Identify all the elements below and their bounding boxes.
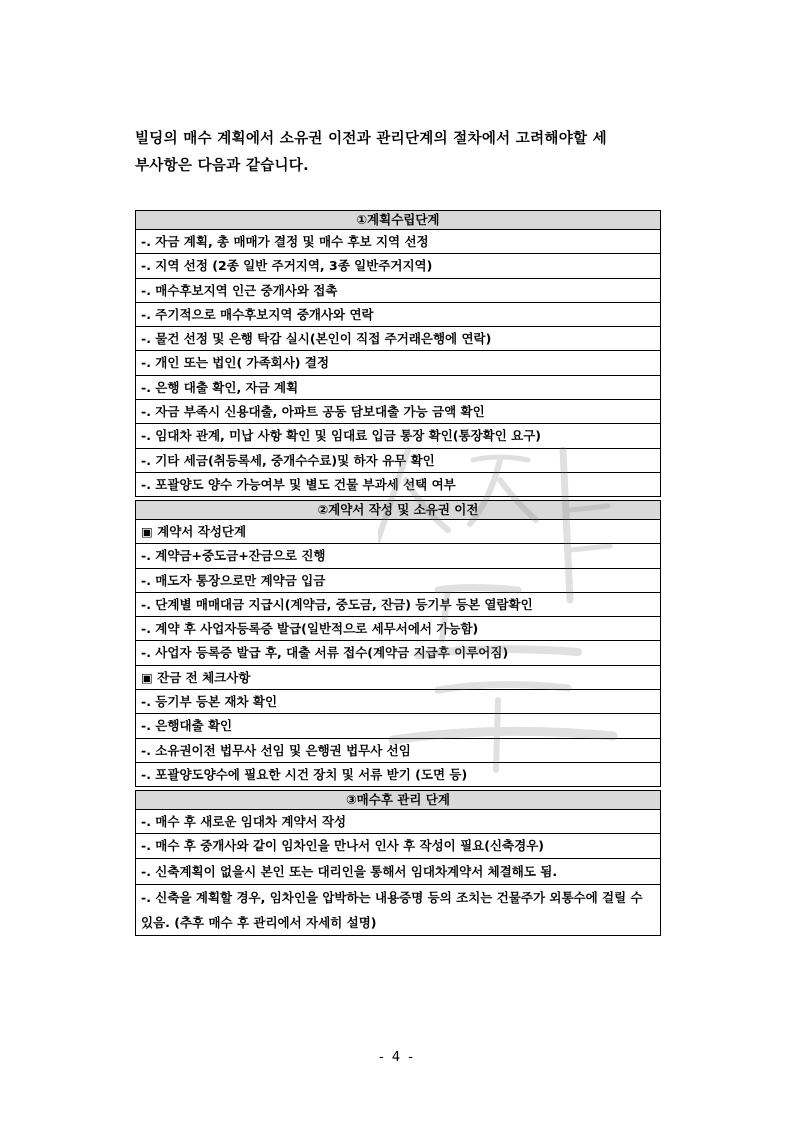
table-row: -. 소유권이전 법무사 선임 및 은행권 법무사 선임 [136, 739, 660, 763]
table-row: -. 계약 후 사업자등록증 발급(일반적으로 세무서에서 가능함) [136, 617, 660, 641]
contract-transfer-table [135, 500, 661, 787]
table-header: ①계획수립단계 [136, 211, 660, 230]
table-row: -. 매수 후 새로운 임대차 계약서 작성 [136, 810, 660, 834]
table-row: -. 은행대출 확인 [136, 714, 660, 738]
table-row: -. 매수후보지역 인근 중개사와 접촉 [136, 279, 660, 303]
table-row: -. 신축계획이 없을시 본인 또는 대리인을 통해서 임대차계약서 체결해도 됨. [136, 859, 660, 885]
intro-line-2: 부사항은 다음과 같습니다. [135, 158, 309, 174]
table-header: ③매수후 관리 단계 [136, 791, 660, 810]
table-row: -. 신축을 계획할 경우, 임차인을 압박하는 내용증명 등의 조치는 건물주가 외통수에 걸릴 수 있음. (추후 매수 후 관리에서 자세히 설명) [141, 889, 643, 930]
table-row: -. 임대차 관계, 미납 사항 확인 및 임대료 입금 통장 확인(통장확인 요구) [136, 424, 660, 448]
table-header: ②계약서 작성 및 소유권 이전 [136, 501, 660, 520]
post-purchase-table [135, 790, 661, 936]
planning-stage-table [135, 210, 661, 497]
table-subheading: ▣ 계약서 작성단계 [136, 520, 660, 544]
table-row: -. 자금 계획, 총 매매가 결정 및 매수 후보 지역 선정 [136, 230, 660, 254]
table-row: -. 계약금+중도금+잔금으로 진행 [136, 544, 660, 568]
table-row: -. 자금 부족시 신용대출, 아파트 공동 담보대출 가능 금액 확인 [136, 400, 660, 424]
intro-line-1: 빌딩의 매수 계획에서 소유권 이전과 관리단계의 절차에서 고려해야할 세 [135, 131, 607, 147]
table-row: -. 등기부 등본 재차 확인 [136, 690, 660, 714]
table-row: -. 사업자 등록증 발급 후, 대출 서류 접수(계약금 지급후 이루어짐) [136, 641, 660, 665]
table-subheading: ▣ 잔금 전 체크사항 [136, 666, 660, 690]
table-row: -. 주기적으로 매수후보지역 중개사와 연락 [136, 303, 660, 327]
table-row: -. 물건 선정 및 은행 탁감 실시(본인이 직접 주거래은행에 연락) [136, 327, 660, 351]
table-row: -. 지역 선정 (2종 일반 주거지역, 3종 일반주거지역) [136, 254, 660, 278]
table-row: -. 개인 또는 법인( 가족회사) 결정 [136, 351, 660, 375]
intro-paragraph [135, 126, 695, 180]
table-row: -. 포괄양도 양수 가능여부 및 별도 건물 부과세 선택 여부 [141, 476, 456, 492]
table-row: -. 매수 후 중개사와 같이 임차인을 만나서 인사 후 작성이 필요(신축경우) [136, 834, 660, 858]
table-row: -. 은행 대출 확인, 자금 계획 [136, 376, 660, 400]
table-row: -. 단계별 매매대금 지급시(계약금, 중도금, 잔금) 등기부 등본 열람확인 [136, 593, 660, 617]
table-row: -. 매도자 통장으로만 계약금 입금 [136, 569, 660, 593]
table-row: -. 포괄양도양수에 필요한 시건 장치 및 서류 받기 (도면 등) [141, 766, 468, 782]
page-number: - 4 - [379, 1050, 415, 1065]
table-row: -. 기타 세금(취등록세, 중개수수료)및 하자 유무 확인 [136, 449, 660, 473]
